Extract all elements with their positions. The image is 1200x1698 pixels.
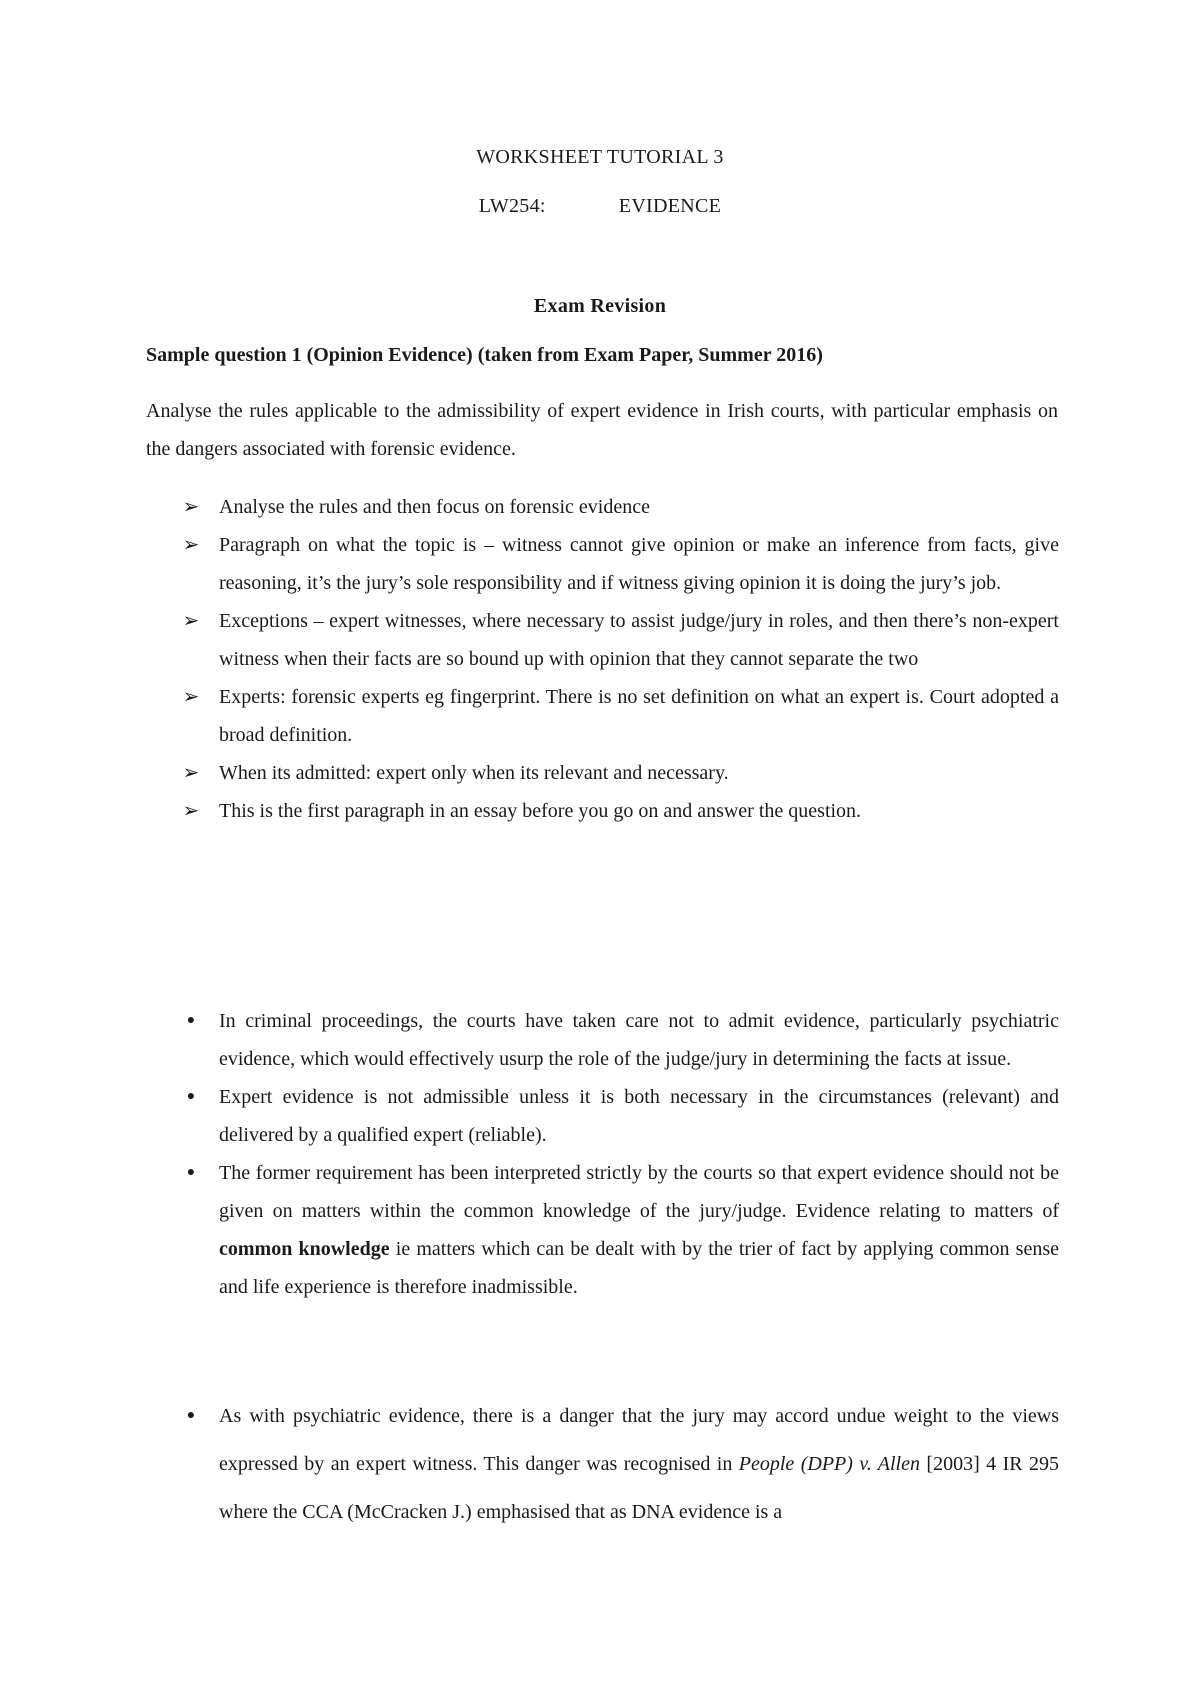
arrow-point-text: Analyse the rules and then focus on forensic evidence — [219, 496, 650, 518]
bullet-point-list-continued — [0, 1392, 1200, 1536]
arrow-point — [0, 792, 1059, 830]
dot-bullet-icon: ● — [186, 1089, 196, 1104]
dot-bullet-icon: ● — [186, 1165, 196, 1180]
section-title: Exam Revision — [533, 295, 667, 317]
case-name: People (DPP) v. Allen — [738, 1453, 920, 1475]
arrow-point — [0, 754, 1059, 792]
bold-term: common knowledge — [219, 1238, 390, 1260]
arrow-bullet-icon: ➢ — [182, 610, 200, 632]
arrow-bullet-icon: ➢ — [182, 762, 200, 784]
bullet-text-after: ie matters which can be dealt with by the trier of fact by applying common sense and life experience is therefore inadmissible. — [219, 1238, 1059, 1298]
bullet-point — [0, 1002, 1059, 1078]
bullet-point-text: In criminal proceedings, the courts have taken care not to admit evidence, particularly psychiatric evidence, which would effectively usurp the role of the judge/jury in determining the facts at issue. — [219, 1010, 1059, 1070]
question-heading: Sample question 1 (Opinion Evidence) (taken from Exam Paper, Summer 2016) — [146, 344, 823, 366]
arrow-point — [0, 678, 1059, 754]
arrow-point-text: This is the first paragraph in an essay before you go on and answer the question. — [219, 800, 862, 822]
arrow-point — [0, 602, 1059, 678]
worksheet-title: WORKSHEET TUTORIAL 3 — [476, 146, 724, 168]
bullet-point-list — [0, 1002, 1200, 1306]
arrow-point — [0, 526, 1059, 602]
bullet-point-text: Expert evidence is not admissible unless it is both necessary in the circumstances (relevant) and delivered by a qualified expert (reliable). — [219, 1086, 1059, 1146]
bullet-text-after: [2003] 4 IR 295 where the CCA (McCracken J.) emphasised that as DNA evidence is a — [219, 1453, 1059, 1523]
course-name: EVIDENCE — [618, 195, 722, 217]
bullet-point — [0, 1392, 1059, 1536]
dot-bullet-icon: ● — [186, 1408, 196, 1423]
arrow-bullet-icon: ➢ — [182, 686, 200, 708]
dot-bullet-icon: ● — [186, 1013, 196, 1028]
bullet-text-before: The former requirement has been interpreted strictly by the courts so that expert evidence should not be given on matters within the common knowledge of the jury/judge. Evidence relating to matters of — [219, 1162, 1059, 1222]
arrow-point-text: Exceptions – expert witnesses, where necessary to assist judge/jury in roles, and then there’s non-expert witness when their facts are so bound up with opinion that they cannot separate the two — [219, 610, 1059, 670]
bullet-point — [0, 1154, 1059, 1306]
bullet-point-text — [219, 1162, 1059, 1298]
arrow-point-text: When its admitted: expert only when its relevant and necessary. — [219, 762, 729, 784]
arrow-point — [0, 488, 1059, 526]
arrow-point-list — [0, 488, 1200, 830]
arrow-point-text: Paragraph on what the topic is – witness cannot give opinion or make an inference from facts, give reasoning, it’s the jury’s sole responsibility and if witness giving opinion it is doing the jury’s job. — [219, 534, 1059, 594]
arrow-bullet-icon: ➢ — [182, 496, 200, 518]
course-code: LW254: — [478, 195, 546, 217]
arrow-point-text: Experts: forensic experts eg fingerprint. There is no set definition on what an expert is. Court adopted a broad definition. — [219, 686, 1059, 746]
bullet-point — [0, 1078, 1059, 1154]
bullet-text-before: As with psychiatric evidence, there is a danger that the jury may accord undue weight to the views expressed by an expert witness. This danger was recognised in — [219, 1405, 1059, 1475]
bullet-point-text — [219, 1405, 1059, 1523]
arrow-bullet-icon: ➢ — [182, 534, 200, 556]
arrow-bullet-icon: ➢ — [182, 800, 200, 822]
question-text: Analyse the rules applicable to the admissibility of expert evidence in Irish courts, with particular emphasis on the dangers associated with forensic evidence. — [146, 400, 1058, 460]
course-heading — [0, 195, 1200, 218]
